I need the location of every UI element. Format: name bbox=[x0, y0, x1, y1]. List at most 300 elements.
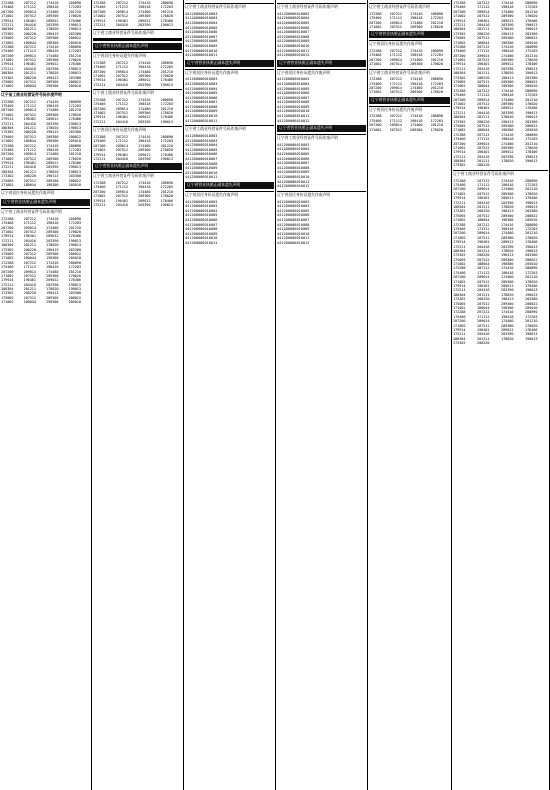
phone-row: 441200006010011 bbox=[277, 114, 310, 119]
code-cell: 201210 bbox=[430, 57, 443, 62]
code-cell: 178020 bbox=[501, 71, 514, 76]
code-cell: 174416 bbox=[501, 88, 514, 93]
phone-row: 441200006010011 bbox=[185, 240, 218, 245]
code-cell: 172288 bbox=[93, 97, 106, 102]
code-cell: 190418 bbox=[501, 5, 514, 10]
code-cell: 178406 bbox=[160, 78, 173, 83]
code-cell: 174416 bbox=[410, 77, 423, 82]
code-cell: 172203 bbox=[430, 118, 443, 123]
code-cell: 175005 bbox=[453, 301, 466, 306]
code-cell: 207212 bbox=[477, 1, 490, 5]
code-cell: 200220 bbox=[23, 75, 36, 80]
code-cell: 172288 bbox=[369, 77, 382, 82]
code-cell: 201211 bbox=[477, 292, 490, 297]
code-cell: 171002 bbox=[1, 14, 14, 19]
code-cell: 172203 bbox=[525, 93, 538, 98]
code-cell: 280890 bbox=[430, 48, 443, 53]
code-cell: 175466 bbox=[1, 49, 14, 54]
code-cell: 171002 bbox=[93, 148, 106, 153]
code-cell: 172288 bbox=[1, 1, 14, 5]
code-cell: 171002 bbox=[369, 127, 382, 132]
code-cell: 179914 bbox=[1, 161, 14, 166]
code-cell: 172288 bbox=[453, 178, 466, 183]
code-cell: 203390 bbox=[46, 66, 59, 71]
code-cell: 178406 bbox=[525, 240, 538, 245]
code-cell: 179914 bbox=[453, 327, 466, 332]
code-cell: 209300 bbox=[46, 295, 59, 300]
code-cell: 204416 bbox=[477, 66, 490, 71]
code-cell: 174480 bbox=[501, 9, 514, 14]
phone-list-3c bbox=[185, 134, 274, 180]
code-cell: 207512 bbox=[477, 213, 490, 218]
phone-row: 441200006010007 bbox=[277, 217, 310, 222]
code-cell: 171002 bbox=[369, 90, 382, 95]
code-cell: 209012 bbox=[46, 278, 59, 283]
code-cell: 207512 bbox=[23, 251, 36, 256]
code-cell: 172288 bbox=[1, 143, 14, 148]
code-cell: 190413 bbox=[46, 75, 59, 80]
code-cell: 173302 bbox=[453, 75, 466, 80]
code-cell: 172288 bbox=[453, 44, 466, 49]
code-cell: 174480 bbox=[138, 9, 151, 14]
code-cell: 171002 bbox=[453, 14, 466, 19]
code-cell: 174416 bbox=[138, 97, 151, 102]
code-cell: 172211 bbox=[1, 66, 14, 71]
code-cell: 178020 bbox=[525, 145, 538, 150]
code-cell: 180044 bbox=[477, 40, 490, 45]
code-cell: 180044 bbox=[477, 262, 490, 267]
code-cell: 203390 bbox=[46, 121, 59, 126]
code-cell: 207512 bbox=[115, 14, 128, 19]
code-cell: 175005 bbox=[1, 295, 14, 300]
code-cell: 172288 bbox=[93, 180, 106, 185]
code-cell: 171002 bbox=[1, 183, 14, 188]
column-6 bbox=[452, 0, 550, 790]
code-cell: 204416 bbox=[23, 121, 36, 126]
code-cell: 200220 bbox=[23, 174, 36, 179]
code-cell: 204416 bbox=[115, 156, 128, 161]
code-cell: 190413 bbox=[501, 119, 514, 124]
code-cell: 178020 bbox=[46, 287, 59, 292]
code-cell: 178020 bbox=[68, 156, 81, 161]
code-cell: 179914 bbox=[453, 284, 466, 289]
code-cell: 207200 bbox=[1, 269, 14, 274]
code-cell: 196401 bbox=[477, 150, 490, 155]
code-cell: 175466 bbox=[369, 118, 382, 123]
code-cell: 209300 bbox=[501, 36, 514, 41]
code-cell: 173302 bbox=[453, 253, 466, 258]
code-cell: 203300 bbox=[68, 31, 81, 36]
code-cell: 203390 bbox=[501, 244, 514, 249]
code-cell: 174416 bbox=[501, 310, 514, 315]
phone-row: 441200006010011 bbox=[185, 118, 218, 123]
code-cell: 172203 bbox=[68, 221, 81, 226]
code-cell: 201210 bbox=[525, 275, 538, 280]
code-cell: 190413 bbox=[501, 253, 514, 258]
phone-row: 441200006010007 bbox=[277, 161, 310, 166]
code-cell: 172203 bbox=[430, 81, 443, 86]
code-cell: 171002 bbox=[453, 58, 466, 63]
phone-row: 441200006010008 bbox=[185, 227, 218, 232]
code-cell: 207212 bbox=[477, 178, 490, 183]
code-cell: 207512 bbox=[23, 178, 36, 183]
code-cell: 173302 bbox=[1, 31, 14, 36]
code-cell: 171002 bbox=[1, 112, 14, 117]
code-cell: 207200 bbox=[453, 275, 466, 280]
code-cell: 171002 bbox=[453, 40, 466, 45]
code-cell: 179914 bbox=[93, 198, 106, 203]
code-cell: 203390 bbox=[46, 165, 59, 170]
code-cell: 175466 bbox=[93, 102, 106, 107]
code-cell: 196401 bbox=[477, 284, 490, 289]
phone-row: 441200006010011 bbox=[185, 175, 218, 180]
code-cell: 175466 bbox=[1, 147, 14, 152]
code-cell: 203390 bbox=[138, 82, 151, 87]
code-cell: 203390 bbox=[501, 288, 514, 293]
code-cell: 200022 bbox=[525, 80, 538, 85]
code-cell: 172211 bbox=[453, 154, 466, 159]
code-cell: 204416 bbox=[477, 200, 490, 205]
code-cell: 196401 bbox=[23, 18, 36, 23]
code-cell: 171112 bbox=[477, 183, 490, 188]
code-cell: 201210 bbox=[525, 141, 538, 146]
code-cell: 196401 bbox=[23, 278, 36, 283]
code-cell: 174416 bbox=[46, 143, 59, 148]
code-cell: 207200 bbox=[369, 20, 382, 25]
code-cell: 209300 bbox=[138, 14, 151, 19]
code-cell: 172203 bbox=[525, 5, 538, 10]
code-cell: 205010 bbox=[525, 262, 538, 267]
code-cell: 175005 bbox=[1, 251, 14, 256]
code-cell: 190306 bbox=[501, 40, 514, 45]
code-cell: 209300 bbox=[501, 279, 514, 284]
code-cell: 209014 bbox=[477, 231, 490, 236]
phone-row: 441200006010007 bbox=[277, 30, 310, 35]
code-cell: 201210 bbox=[525, 187, 538, 192]
code-cell: 207512 bbox=[23, 80, 36, 85]
code-cell: 178020 bbox=[525, 14, 538, 19]
code-cell: 209014 bbox=[389, 123, 402, 128]
code-cell: 201210 bbox=[68, 269, 81, 274]
code-cell: 207512 bbox=[23, 112, 36, 117]
code-cell: 174480 bbox=[46, 269, 59, 274]
code-cell: 190013 bbox=[525, 244, 538, 249]
code-cell: 171002 bbox=[453, 323, 466, 328]
code-cell: 178020 bbox=[525, 101, 538, 106]
code-cell: 173302 bbox=[453, 341, 466, 346]
code-cell: 203300 bbox=[68, 130, 81, 135]
code-cell: 178020 bbox=[68, 112, 81, 117]
code-cell: 178406 bbox=[160, 152, 173, 157]
code-cell: 207200 bbox=[93, 9, 106, 14]
code-cell: 172203 bbox=[68, 265, 81, 270]
code-cell: 205010 bbox=[525, 84, 538, 89]
code-cell: 280890 bbox=[160, 180, 173, 185]
code-cell: 173302 bbox=[1, 75, 14, 80]
code-cell: 173302 bbox=[1, 291, 14, 296]
code-cell: 209300 bbox=[501, 80, 514, 85]
phone-row: 441200006010008 bbox=[277, 222, 310, 227]
code-grid-2 bbox=[93, 1, 182, 27]
code-cell: 201210 bbox=[430, 86, 443, 91]
code-cell: 175466 bbox=[453, 226, 466, 231]
code-cell: 207200 bbox=[453, 187, 466, 192]
code-cell: 200022 bbox=[525, 123, 538, 128]
code-cell: 172288 bbox=[93, 135, 106, 140]
code-cell: 207512 bbox=[477, 101, 490, 106]
code-cell: 209300 bbox=[501, 191, 514, 196]
notice-5c: 辽宁省工商业经营证件号码作废声明 bbox=[369, 69, 450, 77]
code-cell: 190013 bbox=[68, 66, 81, 71]
code-cell: 280890 bbox=[160, 135, 173, 140]
phone-row: 441200006010010 bbox=[277, 109, 310, 114]
code-cell: 190418 bbox=[501, 183, 514, 188]
notice-5a: 辽宁省工商业经营证件号码作废声明 bbox=[369, 3, 450, 11]
notice-4c: 辽宁省工商业经营证件号码作废声明 bbox=[277, 134, 366, 142]
code-cell: 190418 bbox=[46, 104, 59, 108]
code-cell: 207200 bbox=[93, 143, 106, 148]
notice-4d: 辽宁省居民身份证遗失作废声明 bbox=[277, 191, 366, 199]
code-cell: 209014 bbox=[23, 225, 36, 230]
code-cell: 179914 bbox=[93, 152, 106, 157]
code-cell: 204416 bbox=[115, 202, 128, 207]
code-cell: 174416 bbox=[501, 44, 514, 49]
code-cell: 190413 bbox=[46, 130, 59, 135]
column-5 bbox=[368, 0, 452, 790]
phone-row: 441200006010007 bbox=[277, 95, 310, 100]
code-cell: 174416 bbox=[46, 44, 59, 49]
code-grid-1b bbox=[1, 100, 90, 188]
code-cell: 175466 bbox=[93, 5, 106, 10]
code-cell: 204416 bbox=[477, 244, 490, 249]
code-cell: 280890 bbox=[525, 266, 538, 271]
code-cell: 203390 bbox=[138, 156, 151, 161]
code-cell: 172211 bbox=[453, 22, 466, 27]
code-cell: 280890 bbox=[68, 216, 81, 221]
code-cell: 175466 bbox=[93, 65, 106, 70]
code-cell: 178020 bbox=[525, 323, 538, 328]
code-cell: 209300 bbox=[501, 58, 514, 63]
code-cell: 201211 bbox=[477, 115, 490, 120]
code-cell: 201210 bbox=[68, 108, 81, 113]
code-cell: 190413 bbox=[501, 209, 514, 214]
code-cell: 172288 bbox=[1, 99, 14, 104]
code-cell: 171002 bbox=[453, 145, 466, 150]
code-cell: 190013 bbox=[525, 71, 538, 76]
code-cell: 171002 bbox=[1, 300, 14, 305]
code-cell: 203390 bbox=[138, 202, 151, 207]
code-cell: 175005 bbox=[1, 178, 14, 183]
code-cell: 172203 bbox=[525, 49, 538, 54]
code-cell: 175466 bbox=[1, 265, 14, 270]
code-cell: 209300 bbox=[138, 148, 151, 153]
phone-row: 441200006010004 bbox=[185, 208, 218, 213]
code-cell: 205010 bbox=[525, 305, 538, 310]
code-cell: 204416 bbox=[115, 119, 128, 124]
phone-row: 441200006010004 bbox=[277, 81, 310, 86]
code-cell: 203300 bbox=[525, 253, 538, 258]
code-cell: 175466 bbox=[453, 270, 466, 275]
code-cell: 180304 bbox=[453, 204, 466, 209]
code-cell: 171112 bbox=[477, 93, 490, 98]
code-cell: 280890 bbox=[68, 44, 81, 49]
inverse-notice-5: 辽宁省营业执照正副本遗失声明 bbox=[369, 31, 450, 38]
code-cell: 172288 bbox=[453, 310, 466, 315]
code-cell: 172211 bbox=[453, 110, 466, 115]
inverse-notice-5b: 辽宁省营业执照正副本遗失声明 bbox=[369, 97, 450, 104]
code-cell: 171002 bbox=[1, 84, 14, 89]
code-cell: 207200 bbox=[453, 231, 466, 236]
notice-3b: 辽宁省居民身份证遗失作废声明 bbox=[185, 69, 274, 77]
code-cell: 173302 bbox=[1, 247, 14, 252]
code-cell: 175466 bbox=[369, 53, 382, 58]
code-cell: 200220 bbox=[477, 297, 490, 302]
code-cell: 172211 bbox=[453, 332, 466, 337]
code-cell: 174480 bbox=[138, 189, 151, 194]
code-cell: 201210 bbox=[160, 106, 173, 111]
code-cell: 201211 bbox=[477, 204, 490, 209]
phone-row: 441200006010003 bbox=[185, 77, 218, 82]
code-cell: 207212 bbox=[23, 44, 36, 49]
code-cell: 209012 bbox=[46, 62, 59, 67]
code-cell: 200220 bbox=[23, 31, 36, 36]
code-cell: 200022 bbox=[525, 257, 538, 262]
code-cell: 201210 bbox=[68, 225, 81, 230]
code-cell: 171112 bbox=[115, 185, 128, 190]
code-cell: 180044 bbox=[477, 84, 490, 89]
code-cell: 171112 bbox=[477, 5, 490, 10]
code-cell: 207200 bbox=[93, 69, 106, 74]
code-cell: 179914 bbox=[453, 18, 466, 23]
code-cell: 172203 bbox=[160, 102, 173, 107]
code-cell: 171112 bbox=[389, 16, 402, 21]
notice-3d: 辽宁省居民身份证遗失作废声明 bbox=[185, 191, 274, 199]
code-cell: 196401 bbox=[477, 18, 490, 23]
code-cell: 171112 bbox=[23, 104, 36, 108]
code-cell: 280890 bbox=[525, 178, 538, 183]
code-cell: 178406 bbox=[68, 117, 81, 122]
code-cell: 190013 bbox=[525, 292, 538, 297]
code-cell: 209014 bbox=[477, 275, 490, 280]
code-cell: 174480 bbox=[410, 57, 423, 62]
code-cell: 190013 bbox=[68, 165, 81, 170]
code-cell: 174416 bbox=[501, 1, 514, 5]
code-cell: 175005 bbox=[1, 80, 14, 85]
code-cell: 172288 bbox=[1, 216, 14, 221]
notice-4a: 辽宁省工商业经营证件号码作废声明 bbox=[277, 3, 366, 11]
phone-row: 441200006010012 bbox=[277, 184, 310, 189]
inverse-notice-2: 辽宁省营业执照正副本遗失声明 bbox=[93, 43, 182, 50]
code-cell: 196401 bbox=[115, 198, 128, 203]
phone-row: 441200006010005 bbox=[277, 208, 310, 213]
phone-row: 441200006010010 bbox=[277, 231, 310, 236]
code-cell: 178406 bbox=[525, 150, 538, 155]
phone-row: 441200006010005 bbox=[185, 25, 218, 30]
phone-row: 441200006010003 bbox=[185, 204, 218, 209]
code-cell: 196401 bbox=[477, 106, 490, 111]
code-cell: 174480 bbox=[138, 69, 151, 74]
code-grid-1 bbox=[1, 1, 90, 89]
code-grid-5 bbox=[369, 12, 450, 30]
code-cell: 205010 bbox=[68, 139, 81, 144]
phone-row: 441200006010007 bbox=[185, 100, 218, 105]
code-cell: 172203 bbox=[68, 104, 81, 108]
code-cell: 174416 bbox=[410, 114, 423, 119]
code-cell: 209012 bbox=[501, 196, 514, 201]
code-cell: 280890 bbox=[430, 77, 443, 82]
code-cell: 207512 bbox=[477, 123, 490, 128]
code-cell: 207512 bbox=[23, 273, 36, 278]
code-cell: 171002 bbox=[1, 40, 14, 45]
code-cell: 207512 bbox=[477, 323, 490, 328]
code-cell: 190418 bbox=[138, 139, 151, 144]
code-cell: 174416 bbox=[501, 132, 514, 137]
code-cell: 178406 bbox=[525, 18, 538, 23]
code-cell: 190418 bbox=[410, 118, 423, 123]
code-cell: 180044 bbox=[23, 139, 36, 144]
code-cell: 209014 bbox=[477, 53, 490, 58]
code-cell: 172211 bbox=[453, 200, 466, 205]
code-cell: 209012 bbox=[46, 161, 59, 166]
code-cell: 207512 bbox=[477, 279, 490, 284]
code-cell: 172211 bbox=[93, 119, 106, 124]
code-cell: 207212 bbox=[477, 132, 490, 137]
code-cell: 203300 bbox=[525, 31, 538, 36]
code-cell: 207212 bbox=[477, 222, 490, 227]
phone-row: 441200006010007 bbox=[185, 157, 218, 162]
code-cell: 171002 bbox=[453, 279, 466, 284]
code-cell: 178020 bbox=[501, 248, 514, 253]
code-cell: 209012 bbox=[501, 150, 514, 155]
code-cell: 178020 bbox=[525, 235, 538, 240]
code-cell: 196401 bbox=[23, 234, 36, 239]
code-cell: 207212 bbox=[115, 135, 128, 140]
code-cell: 209014 bbox=[115, 106, 128, 111]
code-cell: 172288 bbox=[1, 44, 14, 49]
phone-row: 441200006010012 bbox=[277, 240, 310, 245]
code-cell: 172203 bbox=[160, 65, 173, 70]
code-cell: 204416 bbox=[477, 22, 490, 27]
code-cell: 178406 bbox=[160, 115, 173, 120]
code-cell: 209012 bbox=[501, 327, 514, 332]
code-cell: 209300 bbox=[46, 58, 59, 63]
code-cell: 190306 bbox=[46, 183, 59, 188]
code-cell: 175466 bbox=[453, 49, 466, 54]
code-cell: 179914 bbox=[1, 234, 14, 239]
code-cell: 201211 bbox=[477, 248, 490, 253]
code-cell: 203390 bbox=[138, 22, 151, 27]
code-cell: 178020 bbox=[501, 292, 514, 297]
code-cell: 207200 bbox=[93, 106, 106, 111]
code-cell: 190418 bbox=[138, 185, 151, 190]
code-cell: 207212 bbox=[23, 99, 36, 104]
code-cell: 174480 bbox=[138, 106, 151, 111]
code-cell: 178020 bbox=[525, 191, 538, 196]
code-cell: 178020 bbox=[160, 194, 173, 199]
code-cell: 207212 bbox=[23, 1, 36, 5]
code-cell: 200022 bbox=[68, 36, 81, 41]
code-cell: 179914 bbox=[93, 115, 106, 120]
code-cell: 175466 bbox=[453, 183, 466, 188]
code-cell: 190013 bbox=[68, 27, 81, 32]
phone-row: 441200006010006 bbox=[185, 95, 218, 100]
code-cell: 203300 bbox=[525, 209, 538, 214]
code-cell: 204416 bbox=[477, 110, 490, 115]
code-cell: 200022 bbox=[68, 295, 81, 300]
code-cell: 171112 bbox=[477, 49, 490, 54]
code-cell: 209012 bbox=[138, 78, 151, 83]
code-cell: 200022 bbox=[525, 36, 538, 41]
